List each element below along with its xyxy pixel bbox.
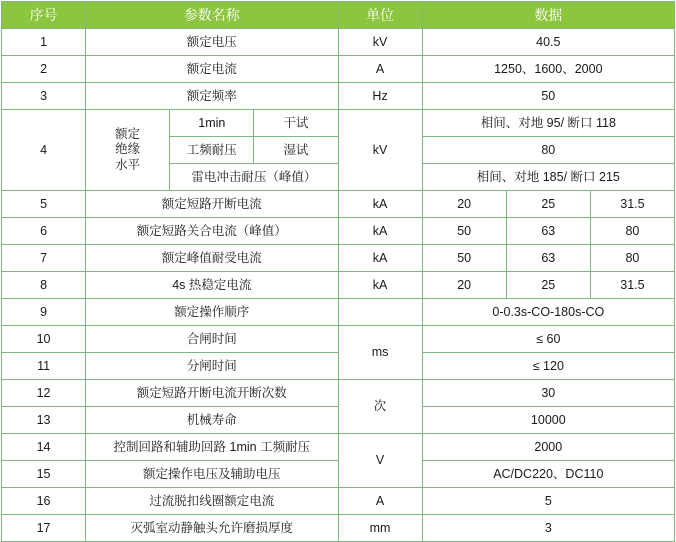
header-unit: 单位 [338,2,422,29]
table-row [2,488,675,515]
row-name: 额定电流 [86,56,338,83]
table-row [2,299,675,326]
row-unit: kA [338,245,422,272]
row-name: 额定频率 [86,83,338,110]
row-no: 7 [2,245,86,272]
row-data: 80 [422,137,674,164]
row-name: 额定操作顺序 [86,299,338,326]
table-row [2,245,675,272]
row-data: 10000 [422,407,674,434]
row-no: 6 [2,218,86,245]
table-row [2,191,675,218]
row-name: 额定短路关合电流（峰值） [86,218,338,245]
row-no: 16 [2,488,86,515]
row-name: 额定短路开断电流 [86,191,338,218]
row-unit: A [338,56,422,83]
row-data: 30 [422,380,674,407]
row-data-col3: 80 [590,218,674,245]
row-no: 17 [2,515,86,542]
row-unit: ms [338,326,422,380]
row-name: 分闸时间 [86,353,338,380]
header-row [2,2,675,29]
row-name: 机械寿命 [86,407,338,434]
row-data: 5 [422,488,674,515]
insulation-sub-name: 雷电冲击耐压（峰值） [170,164,338,191]
table-row [2,110,675,137]
insulation-group-label [86,110,170,191]
row-no: 14 [2,434,86,461]
table-row [2,29,675,56]
row-unit [338,299,422,326]
row-data-col2: 25 [506,272,590,299]
table-body [2,29,675,542]
row-data: 3 [422,515,674,542]
specification-table [1,1,675,542]
row-data-col1: 20 [422,272,506,299]
row-unit: kV [338,110,422,191]
row-no: 8 [2,272,86,299]
row-data: 40.5 [422,29,674,56]
row-data-col3: 31.5 [590,191,674,218]
table-row [2,515,675,542]
insulation-label-line-2: 绝缘 [115,142,141,157]
row-no: 13 [2,407,86,434]
table-row [2,326,675,353]
row-data-col1: 20 [422,191,506,218]
row-data: 相间、对地 185/ 断口 215 [422,164,674,191]
row-name: 合闸时间 [86,326,338,353]
row-data: 1250、1600、2000 [422,56,674,83]
row-data-col1: 50 [422,245,506,272]
row-data-col3: 31.5 [590,272,674,299]
row-data: 相间、对地 95/ 断口 118 [422,110,674,137]
row-unit: kV [338,29,422,56]
row-data: ≤ 60 [422,326,674,353]
header-data: 数据 [422,2,674,29]
row-name: 额定电压 [86,29,338,56]
row-unit: A [338,488,422,515]
row-name: 控制回路和辅助回路 1min 工频耐压 [86,434,338,461]
row-no: 1 [2,29,86,56]
row-data-col1: 50 [422,218,506,245]
row-data-col2: 63 [506,218,590,245]
row-data: 0-0.3s-CO-180s-CO [422,299,674,326]
row-unit: V [338,434,422,488]
header-name: 参数名称 [86,2,338,29]
row-name: 过流脱扣线圈额定电流 [86,488,338,515]
row-no: 3 [2,83,86,110]
row-data: ≤ 120 [422,353,674,380]
row-data-col2: 63 [506,245,590,272]
row-no: 11 [2,353,86,380]
table-row [2,434,675,461]
row-data: 50 [422,83,674,110]
table-row [2,56,675,83]
row-name: 额定操作电压及辅助电压 [86,461,338,488]
row-unit: kA [338,218,422,245]
row-unit: kA [338,272,422,299]
insulation-sub-test: 湿试 [254,137,338,164]
header-no: 序号 [2,2,86,29]
spec-sheet [0,1,676,535]
row-unit: 次 [338,380,422,434]
table-row [2,218,675,245]
row-no: 10 [2,326,86,353]
row-name: 额定短路开断电流开断次数 [86,380,338,407]
row-unit: Hz [338,83,422,110]
insulation-sub-name: 工频耐压 [170,137,254,164]
insulation-sub-name: 1min [170,110,254,137]
row-data-col2: 25 [506,191,590,218]
row-unit: kA [338,191,422,218]
row-name: 额定峰值耐受电流 [86,245,338,272]
row-no: 2 [2,56,86,83]
row-data: 2000 [422,434,674,461]
row-no: 5 [2,191,86,218]
row-data: AC/DC220、DC110 [422,461,674,488]
row-name: 4s 热稳定电流 [86,272,338,299]
row-name: 灭弧室动静触头允许磨损厚度 [86,515,338,542]
row-unit: mm [338,515,422,542]
table-row [2,272,675,299]
row-no: 4 [2,110,86,191]
insulation-label-line-3: 水平 [115,157,141,172]
row-no: 15 [2,461,86,488]
table-row [2,380,675,407]
row-no: 9 [2,299,86,326]
row-no: 12 [2,380,86,407]
insulation-label-line-1: 额定 [115,126,141,141]
insulation-sub-test: 干试 [254,110,338,137]
table-row [2,83,675,110]
row-data-col3: 80 [590,245,674,272]
table-header [2,2,675,29]
